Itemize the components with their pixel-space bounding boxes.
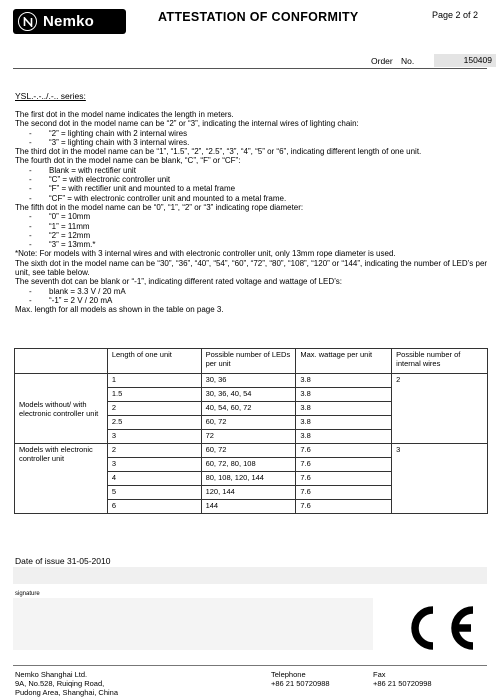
table-cell: 5 (107, 486, 201, 500)
fax-number: +86 21 50720998 (373, 679, 432, 689)
table-cell: 7.6 (296, 458, 392, 472)
table-cell: 4 (107, 472, 201, 486)
table-cell: 40, 54, 60, 72 (201, 402, 296, 416)
table-header-row (15, 349, 488, 374)
table-cell: 80, 108, 120, 144 (201, 472, 296, 486)
group-label: Models without/ with electronic controller unit (15, 374, 108, 444)
document-title: ATTESTATION OF CONFORMITY (158, 10, 359, 24)
table-cell: 1.5 (107, 388, 201, 402)
footer-rule (13, 665, 487, 666)
list-item: - “3” = lighting chain with 3 internal wires. (29, 137, 190, 147)
body-text (15, 110, 489, 315)
nemko-logo-icon (13, 9, 126, 34)
table-cell: 3.8 (296, 374, 392, 388)
list-item: - “CF” = with electronic controller unit and mounted to a metal frame. (29, 193, 287, 203)
group-label: Models with electronic controller unit (15, 444, 108, 514)
table-cell: 3 (107, 458, 201, 472)
list-item: - “2” = lighting chain with 2 internal wires (29, 128, 188, 138)
paragraph: The first dot in the model name indicates the length in meters. (15, 110, 234, 119)
ce-mark-icon (399, 600, 479, 656)
wires-cell: 2 (392, 374, 488, 444)
table-cell: 60, 72 (201, 444, 296, 458)
table-cell: 30, 36, 40, 54 (201, 388, 296, 402)
table-header-cell: Max. wattage per unit (296, 349, 392, 374)
list-item: - “3” = 13mm.* (29, 240, 96, 250)
telephone-label: Telephone (271, 670, 306, 679)
table-cell: 7.6 (296, 472, 392, 486)
footer-telephone (271, 670, 330, 688)
table-cell: 3 (107, 430, 201, 444)
logo-text: Nemko (43, 13, 95, 30)
order-number: 150409 (434, 54, 496, 67)
page-number: Page 2 of 2 (432, 10, 479, 20)
table-cell: 7.6 (296, 444, 392, 458)
paragraph: The third dot in the model name can be “1”, “1.5”, “2”, “2.5”, “3”, “4”, “5” or “6”, indicating different length of one unit. (15, 147, 422, 157)
list-item: - “0” = 10mm (29, 212, 91, 222)
table-cell: 7.6 (296, 500, 392, 514)
list-item: - Blank = with rectifier unit (29, 165, 136, 175)
wires-cell: 3 (392, 444, 488, 514)
table-cell: 3.8 (296, 430, 392, 444)
issue-bar (13, 567, 487, 584)
footer-address-line: Pudong Area, Shanghai, China (15, 688, 118, 698)
list-item: - blank = 3.3 V / 20 mA (29, 286, 126, 296)
table-cell: 2 (107, 444, 201, 458)
paragraph: The fourth dot in the model name can be blank, “C”, “F” or “CF”: (15, 156, 241, 166)
list-item: - “C” = with electronic controller unit (29, 175, 171, 185)
table-cell: 7.6 (296, 486, 392, 500)
telephone-number: +86 21 50720988 (271, 679, 330, 689)
paragraph: The fifth dot in the model name can be “0”, “1”, “2” or “3” indicating rope diameter: (15, 202, 304, 212)
table-cell: 30, 36 (201, 374, 296, 388)
footer-company: Nemko Shanghai Ltd. (15, 670, 88, 679)
list-item: - “2” = 12mm (29, 230, 91, 240)
table-cell: 60, 72 (201, 416, 296, 430)
list-item: - “-1” = 2 V / 20 mA (29, 295, 113, 305)
list-item: - “F” = with rectifier unit and mounted to a metal frame (29, 184, 236, 194)
fax-label: Fax (373, 670, 386, 679)
table-cell: 3.8 (296, 388, 392, 402)
table-row (15, 374, 488, 388)
table-cell: 3.8 (296, 402, 392, 416)
table-header-cell: Possible number of LEDs per unit (201, 349, 296, 374)
table-cell: 3.8 (296, 416, 392, 430)
table-row (15, 444, 488, 458)
signature-label: signature (15, 591, 40, 597)
table-cell: 120, 144 (201, 486, 296, 500)
paragraph-note: *Note: For models with 3 internal wires and with electronic controller unit, only 13mm rope diameter is used. (15, 249, 396, 259)
paragraph: The seventh dot can be blank or “-1”, indicating different rated voltage and wattage of LED’s: (15, 277, 343, 287)
series-heading: YSL.-.-../.-.. series: (15, 91, 86, 101)
order-label: Order (371, 56, 393, 66)
footer-fax (373, 670, 432, 688)
list-item: - “1” = 11mm (29, 221, 90, 231)
issue-date: Date of issue 31-05-2010 (15, 556, 111, 566)
table-cell: 2.5 (107, 416, 201, 430)
model-spec-table (14, 348, 488, 514)
table-cell: 72 (201, 430, 296, 444)
nemko-n-icon (18, 12, 37, 31)
table-header-cell: Length of one unit (107, 349, 201, 374)
table-cell: 144 (201, 500, 296, 514)
order-no-label: No. (401, 56, 415, 66)
table-cell: 2 (107, 402, 201, 416)
footer-address (15, 670, 118, 698)
table-header-cell: Possible number of internal wires (392, 349, 488, 374)
order-line (13, 53, 492, 69)
table-cell: 1 (107, 374, 201, 388)
table-cell: 6 (107, 500, 201, 514)
signature-area (13, 598, 373, 650)
table-cell: 60, 72, 80, 108 (201, 458, 296, 472)
paragraph: The second dot in the model name can be “2” or “3”, indicating the internal wires of lighting chain: (15, 119, 359, 129)
paragraph: The sixth dot in the model name can be “30”, “36”, “40”, “54”, “60”, “72”, “80”, “108”, “120” or “144”, indicating the number of LED’s per unit, see table below. (15, 258, 488, 278)
footer-address-line: 9A, No.528, Ruiqing Road, (15, 679, 105, 689)
paragraph: Max. length for all models as shown in the table on page 3. (15, 305, 224, 315)
table-header-cell (15, 349, 108, 374)
